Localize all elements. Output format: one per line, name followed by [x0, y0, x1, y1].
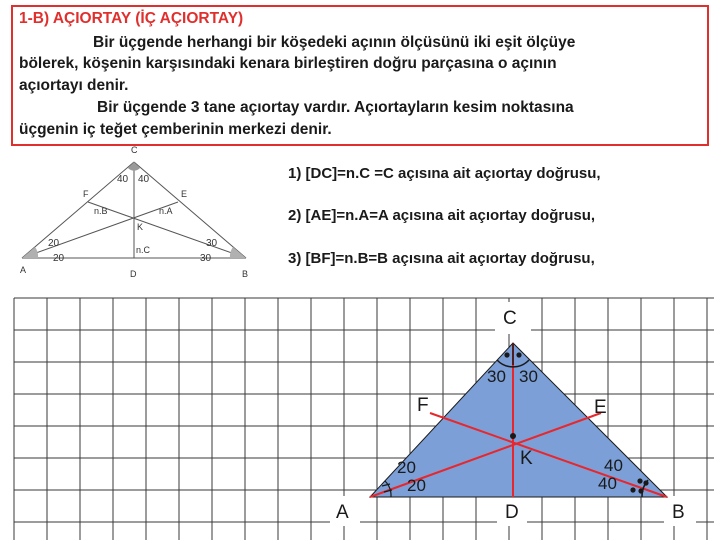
- small-angle-c-right: 40: [138, 174, 150, 185]
- large-point-k: K: [520, 448, 533, 469]
- small-angle-c-left: 40: [117, 174, 129, 185]
- small-angle-a-top: 20: [48, 238, 60, 249]
- angle-dot-b-3: [630, 487, 635, 492]
- definition-line-4: Bir üçgende 3 tane açıortay vardır. Açıortayların kesim noktasına: [97, 99, 574, 116]
- angle-dot-c-2: [516, 352, 521, 357]
- grid-lines: [14, 298, 714, 540]
- large-triangle-figure: [0, 296, 720, 540]
- angle-dot-b-4: [638, 488, 643, 493]
- small-vertex-a: A: [20, 265, 27, 275]
- large-point-e: E: [594, 397, 607, 418]
- large-angle-c-left: 30: [487, 367, 506, 386]
- small-angle-b-top: 30: [206, 238, 218, 249]
- large-angle-a-bottom: 20: [407, 476, 426, 495]
- small-vertex-c: C: [131, 145, 138, 155]
- incenter-point-k: [510, 433, 516, 439]
- large-point-f: F: [417, 395, 429, 416]
- angle-dot-c-1: [504, 352, 509, 357]
- definition-line-5: üçgenin iç teğet çemberinin merkezi denir.: [19, 121, 332, 138]
- large-angle-b-bottom: 40: [598, 474, 617, 493]
- small-side-cb: [134, 162, 246, 258]
- large-point-d: D: [505, 502, 519, 523]
- small-point-k: K: [137, 222, 144, 232]
- large-vertex-c: C: [503, 308, 517, 329]
- small-label-na: n.A: [159, 206, 173, 216]
- small-triangle-figure: [10, 145, 268, 285]
- definition-title: 1-B) AÇIORTAY (İÇ AÇIORTAY): [19, 10, 244, 27]
- small-point-d: D: [130, 269, 137, 279]
- angle-dot-b-1: [637, 478, 642, 483]
- small-angle-mark-a: [22, 247, 38, 258]
- definition-line-3: açıortayı denir.: [19, 77, 129, 94]
- small-angle-b-bottom: 30: [200, 253, 212, 264]
- large-angle-c-right: 30: [519, 367, 538, 386]
- small-vertex-b: B: [242, 269, 249, 279]
- small-point-f: F: [83, 189, 89, 199]
- small-angle-mark-c: [128, 162, 140, 171]
- small-angle-mark-b: [230, 247, 246, 258]
- small-point-e: E: [181, 189, 188, 199]
- small-label-nb: n.B: [94, 206, 108, 216]
- definition-box: [11, 5, 709, 146]
- small-label-nc: n.C: [136, 245, 151, 255]
- bisector-item-2: 2) [AE]=n.A=A açısına ait açıortay doğrusu,: [288, 207, 596, 224]
- large-angle-a-top: 20: [397, 458, 416, 477]
- definition-line-2: bölerek, köşenin karşısındaki kenara birleştiren doğru parçasına o açının: [19, 55, 557, 72]
- large-vertex-a: A: [336, 502, 349, 523]
- bisector-item-3: 3) [BF]=n.B=B açısına ait açıortay doğrusu,: [288, 250, 595, 267]
- angle-dot-b-2: [643, 480, 648, 485]
- definition-line-1: Bir üçgende herhangi bir köşedeki açının ölçüsünü iki eşit ölçüye: [93, 34, 576, 51]
- large-angle-b-top: 40: [604, 456, 623, 475]
- bisector-item-1: 1) [DC]=n.C =C açısına ait açıortay doğrusu,: [288, 165, 601, 182]
- small-angle-a-bottom: 20: [53, 253, 65, 264]
- large-vertex-b: B: [672, 502, 685, 523]
